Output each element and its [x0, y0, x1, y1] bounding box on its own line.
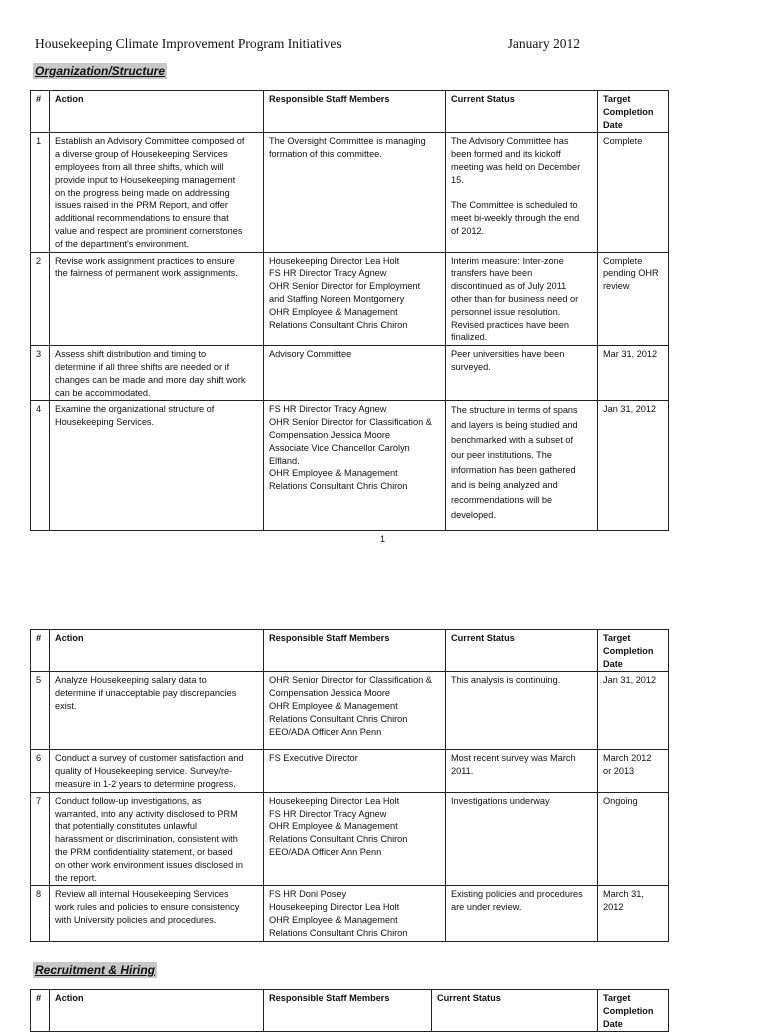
target-date-cell: March 31, 2012: [598, 886, 669, 941]
table-row: [31, 792, 669, 886]
row-number: 2: [31, 252, 50, 346]
table-header-row: [31, 91, 669, 133]
recruitment-table: [30, 989, 669, 1032]
section-heading-organization: Organization/Structure: [35, 64, 166, 78]
column-header-action: Action: [50, 990, 264, 1032]
document-title: Housekeeping Climate Improvement Program Initiatives: [35, 36, 342, 51]
column-header-action: Action: [50, 91, 264, 133]
table-header-row: [31, 630, 669, 672]
target-date-cell: Mar 31, 2012: [598, 346, 669, 401]
staff-cell: Housekeeping Director Lea Holt FS HR Director Tracy Agnew OHR Employee & Management Relations Consultant Chris Chiron EEO/ADA Officer Ann Penn: [264, 792, 446, 886]
column-header-target: Target Completion Date: [598, 630, 669, 672]
status-cell: Existing policies and procedures are under review.: [446, 886, 598, 941]
target-date-cell: Jan 31, 2012: [598, 672, 669, 750]
staff-cell: Advisory Committee: [264, 346, 446, 401]
column-header-target: Target Completion Date: [598, 91, 669, 133]
section-heading-recruitment: Recruitment & Hiring: [35, 963, 156, 977]
column-header-status: Current Status: [446, 630, 598, 672]
document-header: [35, 36, 580, 56]
table-row: [31, 252, 669, 346]
target-date-cell: March 2012 or 2013: [598, 750, 669, 792]
table-row: [31, 750, 669, 792]
staff-cell: Housekeeping Director Lea Holt FS HR Director Tracy Agnew OHR Senior Director for Employment and Staffing Noreen Montgomery OHR Employee & Management Relations Consultant Chris Chiron: [264, 252, 446, 346]
row-number: 3: [31, 346, 50, 401]
target-date-cell: Complete: [598, 133, 669, 252]
status-cell: The structure in terms of spans and layers is being studied and benchmarked with a subset of our peer institutions. The information has been gathered and is being analyzed and recommendations will be developed.: [446, 401, 598, 531]
status-cell: Interim measure: Inter-zone transfers have been discontinued as of July 2011 other than for business need or personnel issue resolution. Revised practices have been finalized.: [446, 252, 598, 346]
column-header-action: Action: [50, 630, 264, 672]
staff-cell: FS HR Director Tracy Agnew OHR Senior Director for Classification & Compensation Jessica Moore Associate Vice Chancellor Carolyn Elfland. OHR Employee & Management Relations Consultant Chris Chiron: [264, 401, 446, 531]
column-header-status: Current Status: [446, 91, 598, 133]
action-cell: Review all internal Housekeeping Services work rules and policies to ensure consistency with University policies and procedures.: [50, 886, 264, 941]
action-cell: Conduct a survey of customer satisfaction and quality of Housekeeping service. Survey/re- measure in 1-2 years to determine progress.: [50, 750, 264, 792]
column-header-status: Current Status: [432, 990, 598, 1032]
row-number: 1: [31, 133, 50, 252]
staff-cell: FS Executive Director: [264, 750, 446, 792]
row-number: 7: [31, 792, 50, 886]
action-cell: Establish an Advisory Committee composed of a diverse group of Housekeeping Services employees from all three shifts, which will provide input to Housekeeping management on the progress being made on addressing issues raised in the PRM Report, and offer additional recommendations to ensure that value and respect are prominent cornerstones of the department's environment.: [50, 133, 264, 252]
action-cell: Revise work assignment practices to ensure the fairness of permanent work assignments.: [50, 252, 264, 346]
status-cell: Most recent survey was March 2011.: [446, 750, 598, 792]
status-cell: This analysis is continuing.: [446, 672, 598, 750]
column-header-staff: Responsible Staff Members: [264, 630, 446, 672]
column-header-num: #: [31, 91, 50, 133]
action-cell: Analyze Housekeeping salary data to determine if unacceptable pay discrepancies exist.: [50, 672, 264, 750]
document-date: January 2012: [507, 36, 580, 51]
status-cell: The Advisory Committee has been formed and its kickoff meeting was held on December 15. The Committee is scheduled to meet bi-weekly through the end of 2012.: [446, 133, 598, 252]
action-cell: Assess shift distribution and timing to determine if all three shifts are needed or if changes can be made and more day shift work can be accommodated.: [50, 346, 264, 401]
column-header-target: Target Completion Date: [598, 990, 669, 1032]
row-number: 8: [31, 886, 50, 941]
initiatives-table-2: [30, 629, 669, 942]
staff-cell: The Oversight Committee is managing formation of this committee.: [264, 133, 446, 252]
row-number: 6: [31, 750, 50, 792]
row-number: 5: [31, 672, 50, 750]
initiatives-table-1: [30, 90, 669, 531]
table-row: [31, 401, 669, 531]
table-row: [31, 886, 669, 941]
table-row: [31, 133, 669, 252]
column-header-num: #: [31, 990, 50, 1032]
table-row: [31, 346, 669, 401]
staff-cell: OHR Senior Director for Classification & Compensation Jessica Moore OHR Employee & Management Relations Consultant Chris Chiron EEO/ADA Officer Ann Penn: [264, 672, 446, 750]
column-header-num: #: [31, 630, 50, 672]
target-date-cell: Jan 31, 2012: [598, 401, 669, 531]
status-cell: Peer universities have been surveyed.: [446, 346, 598, 401]
status-cell: Investigations underway: [446, 792, 598, 886]
target-date-cell: Complete pending OHR review: [598, 252, 669, 346]
column-header-staff: Responsible Staff Members: [264, 91, 446, 133]
table-row: [31, 672, 669, 750]
action-cell: Examine the organizational structure of Housekeeping Services.: [50, 401, 264, 531]
row-number: 4: [31, 401, 50, 531]
target-date-cell: Ongoing: [598, 792, 669, 886]
column-header-staff: Responsible Staff Members: [264, 990, 432, 1032]
action-cell: Conduct follow-up investigations, as warranted, into any activity disclosed to PRM that potentially constitutes unlawful harassment or discrimination, consistent with the PRM confidentiality statement, or based on other work environment issues disclosed in the report.: [50, 792, 264, 886]
page-number: 1: [380, 534, 386, 544]
staff-cell: FS HR Doni Posey Housekeeping Director Lea Holt OHR Employee & Management Relations Consultant Chris Chiron: [264, 886, 446, 941]
table-header-row: [31, 990, 669, 1032]
